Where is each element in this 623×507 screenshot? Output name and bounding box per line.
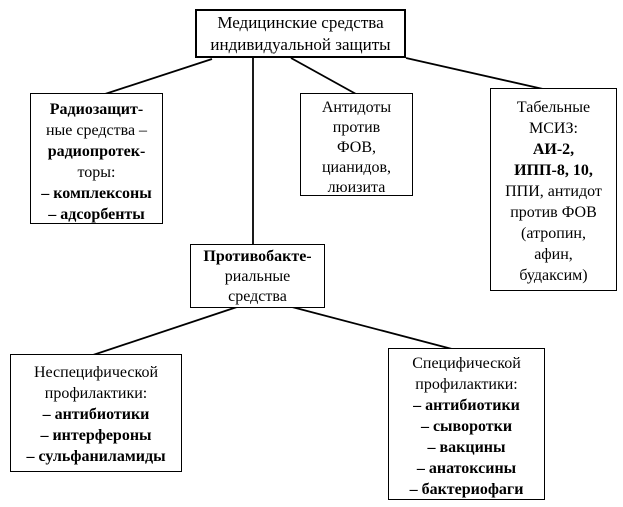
connector-antibact-nonspec	[93, 307, 237, 355]
node-line: против	[332, 119, 381, 136]
node-line: цианидов,	[321, 159, 392, 176]
node-line: Табельные	[516, 99, 591, 116]
node-nonspecific-prophylaxis	[10, 354, 182, 472]
node-line: профилактики:	[415, 376, 518, 393]
node-line: – интерфероны	[40, 427, 152, 444]
node-antibacterial-means	[190, 244, 325, 308]
connector-root-radio	[105, 59, 212, 94]
node-line: Антидоты	[321, 99, 392, 116]
node-line: будаксим)	[519, 267, 588, 284]
node-line: Радиозащит-	[49, 101, 144, 118]
node-line: – сульфаниламиды	[26, 448, 166, 465]
node-radioprotective-means	[30, 93, 163, 224]
node-line: – антибиотики	[42, 406, 150, 423]
node-line: профилактики:	[44, 385, 148, 402]
node-line: МСИЗ:	[529, 120, 578, 137]
node-line: средства	[228, 288, 287, 305]
connector-root-tabel	[406, 58, 543, 89]
node-line: против ФОВ	[510, 204, 597, 221]
node-line: – сыворотки	[420, 418, 513, 435]
connector-antibact-spec	[292, 307, 452, 349]
node-line: индивидуальной защиты	[210, 35, 391, 54]
node-line: радиопротек-	[47, 143, 146, 160]
node-line: – бактериофаги	[409, 481, 524, 498]
node-line: афин,	[534, 246, 573, 263]
node-specific-prophylaxis	[388, 348, 545, 500]
node-line: Специфической	[412, 355, 521, 372]
node-root-medical-means	[195, 9, 406, 58]
node-standard-msiz	[490, 88, 617, 291]
node-line: ные средства –	[45, 122, 148, 139]
connector-root-antidotes	[291, 58, 356, 94]
node-line: Неспецифической	[33, 364, 159, 381]
node-line: ППИ, антидот	[505, 183, 602, 200]
node-line: люизита	[327, 179, 386, 196]
node-line: АИ-2,	[532, 141, 575, 158]
node-antidotes	[300, 93, 413, 196]
node-line: – вакцины	[427, 439, 506, 456]
node-line: (атропин,	[521, 225, 586, 242]
node-line: – адсорбенты	[48, 206, 145, 223]
node-line: ФОВ,	[336, 139, 377, 156]
node-line: Противобакте-	[203, 248, 312, 265]
node-line: – антибиотики	[413, 397, 520, 414]
node-line: – комплексоны	[41, 185, 152, 202]
node-line: риальные	[224, 268, 291, 285]
node-line: торы:	[77, 164, 116, 181]
node-line: – анатоксины	[416, 460, 517, 477]
node-line: Медицинские средства	[217, 13, 384, 32]
node-line: ИПП-8, 10,	[514, 162, 593, 179]
